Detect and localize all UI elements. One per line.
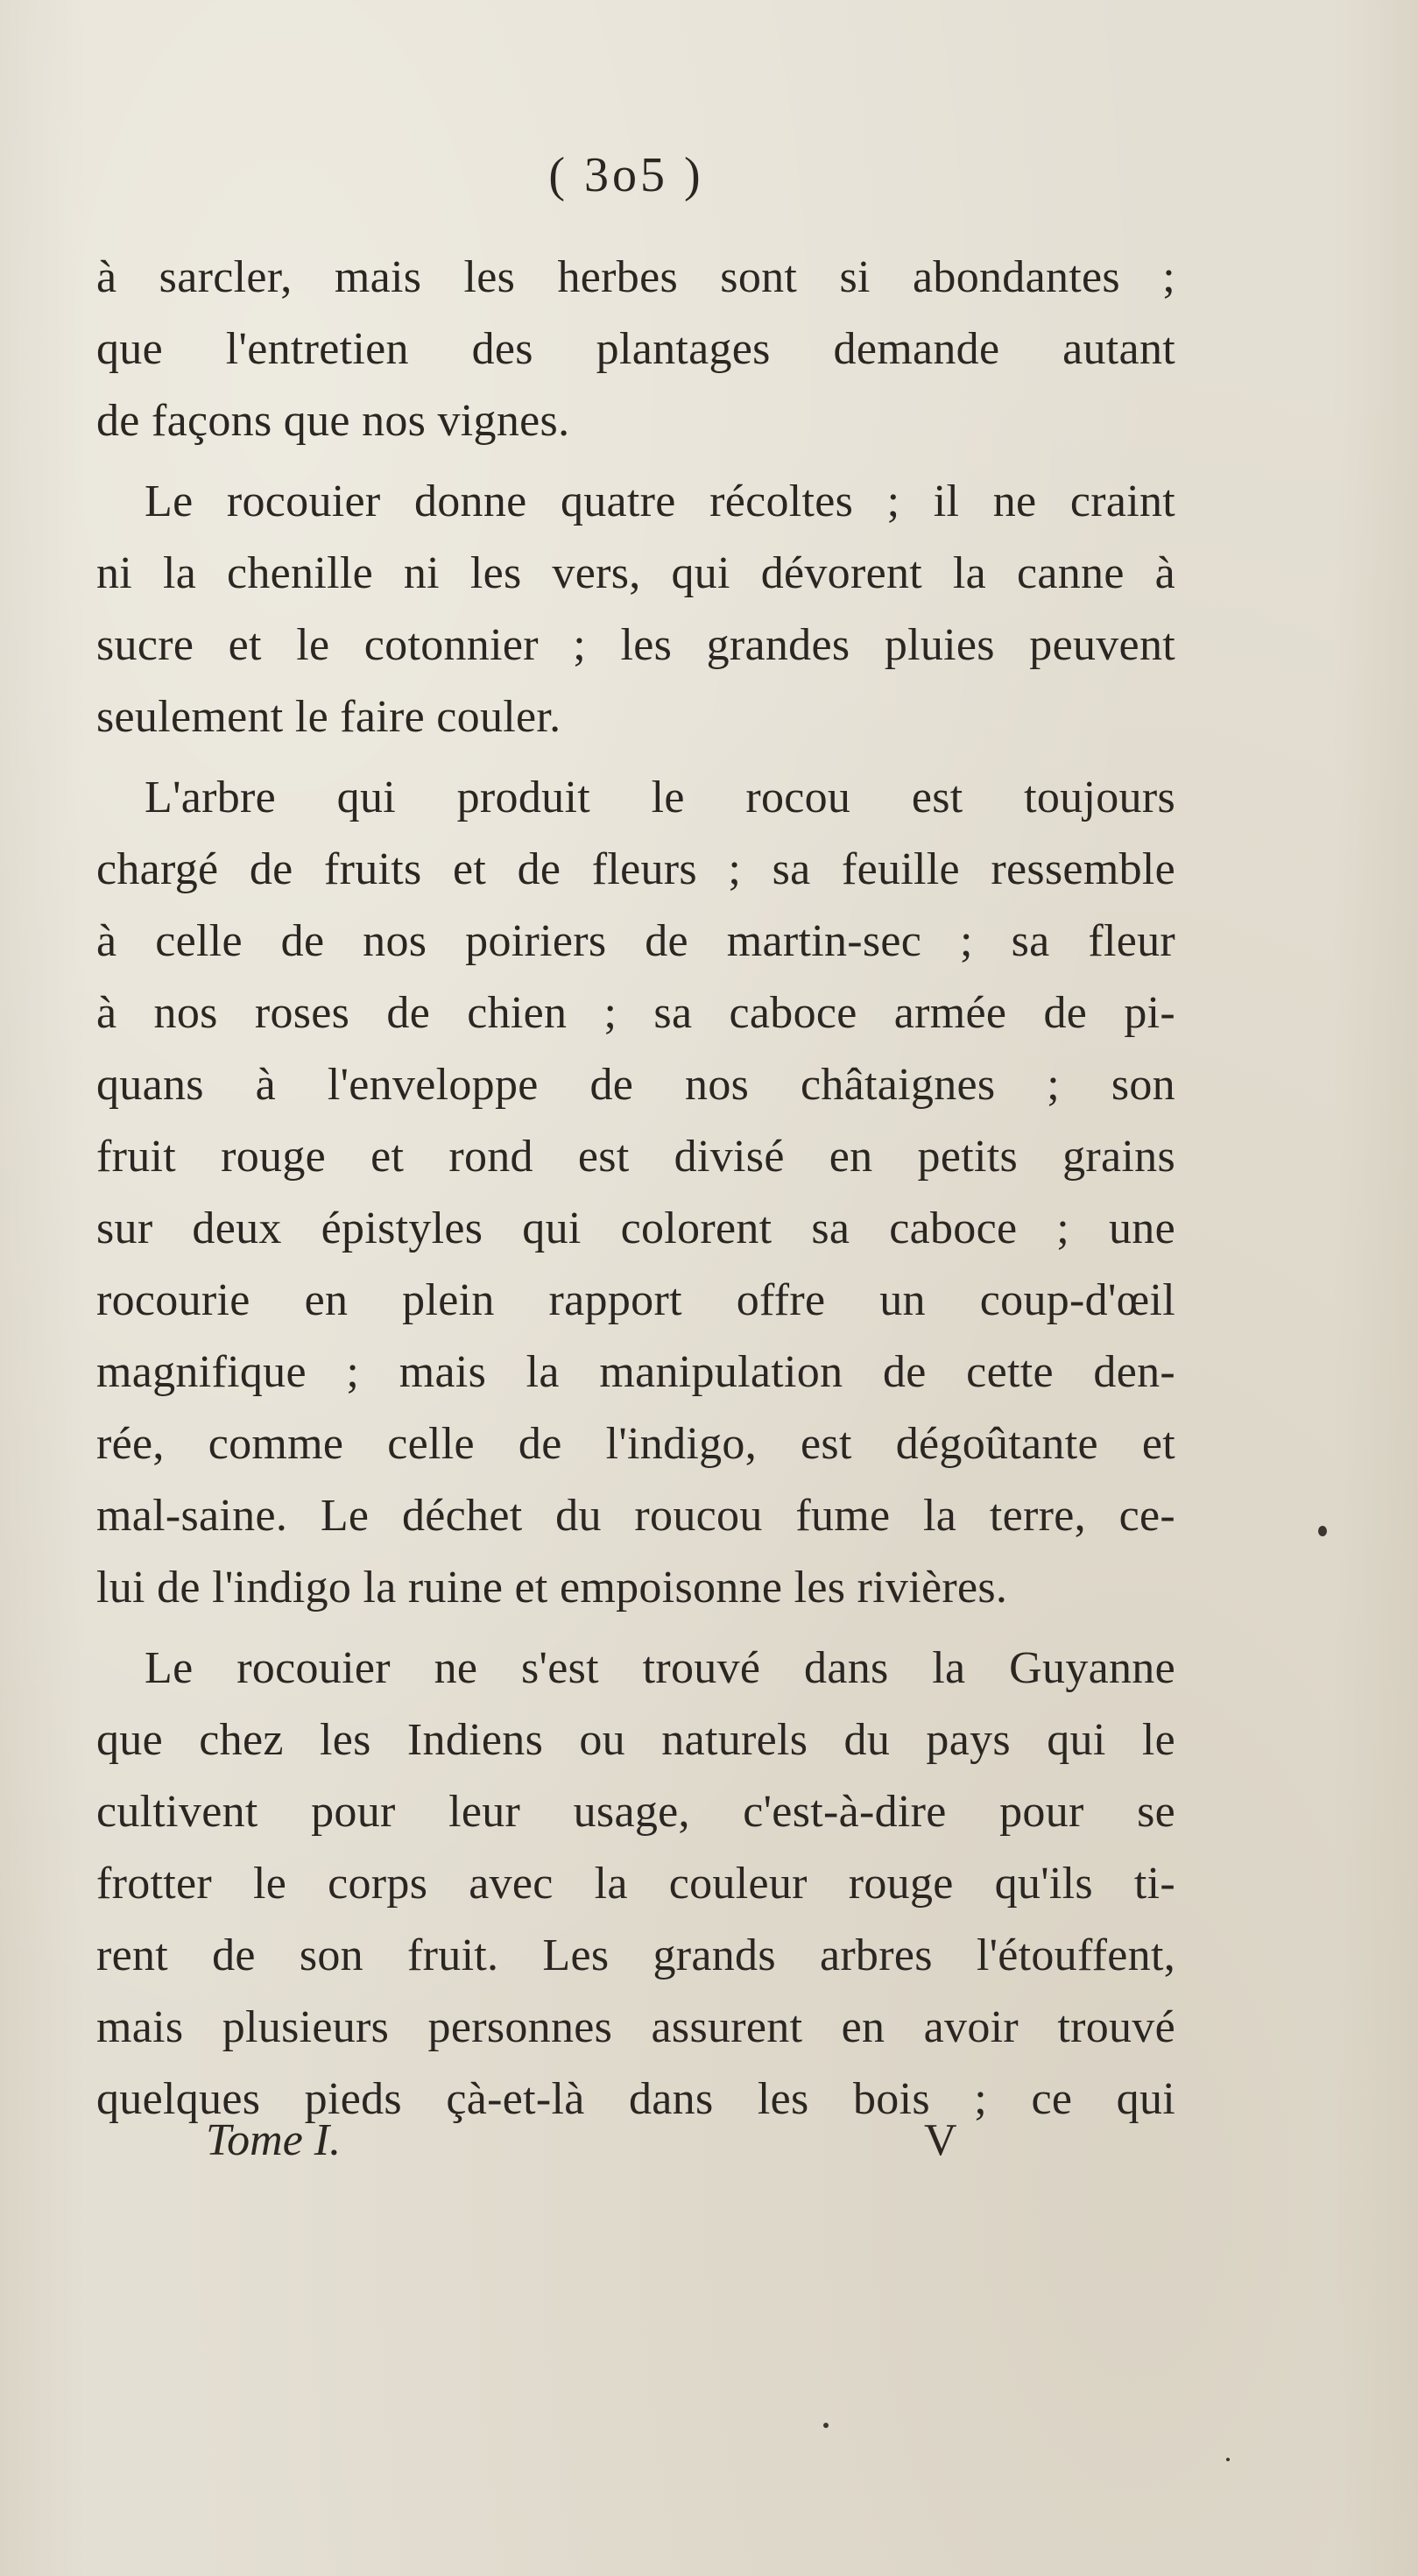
text-line: à nos roses de chien ; sa caboce armée de pi- — [96, 988, 1175, 1038]
text-line: rocourie en plein rapport offre un coup-d'œil — [96, 1275, 1175, 1325]
text-line: sur deux épistyles qui colorent sa caboce ; une — [96, 1203, 1175, 1253]
text-line: frotter le corps avec la couleur rouge qu'ils ti- — [96, 1859, 1175, 1909]
page-footer — [206, 2114, 994, 2184]
text-line: ni la chenille ni les vers, qui dévorent la canne à — [96, 548, 1175, 598]
text-line: quelques pieds çà-et-là dans les bois ; ce qui — [96, 2074, 1175, 2124]
text-line: fruit rouge et rond est divisé en petits grains — [96, 1132, 1175, 1182]
text-line: à celle de nos poiriers de martin-sec ; sa fleur — [96, 916, 1175, 966]
text-line: rent de son fruit. Les grands arbres l'étouffent, — [96, 1930, 1175, 1980]
page-number: ( 3o5 ) — [548, 148, 704, 202]
text-line: Le rocouier ne s'est trouvé dans la Guyanne — [145, 1643, 1175, 1693]
gathering-signature: V — [924, 2115, 957, 2165]
text-line: mais plusieurs personnes assurent en avoir trouvé — [96, 2002, 1175, 2052]
ink-speck — [823, 2423, 829, 2428]
text-line: L'arbre qui produit le rocou est toujours — [145, 773, 1175, 822]
text-line: seulement le faire couler. — [96, 692, 561, 742]
text-line: que l'entretien des plantages demande autant — [96, 324, 1175, 374]
ink-speck — [1226, 2458, 1230, 2461]
volume-label: Tome I. — [206, 2115, 342, 2165]
text-line: mal-saine. Le déchet du roucou fume la terre, ce- — [96, 1491, 1175, 1541]
text-line: rée, comme celle de l'indigo, est dégoûtante et — [96, 1419, 1175, 1469]
text-line: magnifique ; mais la manipulation de cette den- — [96, 1347, 1175, 1397]
text-line: à sarcler, mais les herbes sont si abondantes ; — [96, 252, 1175, 302]
text-line: sucre et le cotonnier ; les grandes pluies peuvent — [96, 620, 1175, 670]
text-line: quans à l'enveloppe de nos châtaignes ; son — [96, 1060, 1175, 1110]
text-line: de façons que nos vignes. — [96, 396, 570, 446]
text-line: cultivent pour leur usage, c'est-à-dire pour se — [96, 1787, 1175, 1837]
text-line: que chez les Indiens ou naturels du pays qui le — [96, 1715, 1175, 1765]
text-line: Le rocouier donne quatre récoltes ; il ne craint — [145, 476, 1175, 526]
body-text — [96, 242, 1175, 2135]
ink-speck — [1318, 1526, 1327, 1536]
text-line: lui de l'indigo la ruine et empoisonne les rivières. — [96, 1563, 1008, 1613]
text-line: chargé de fruits et de fleurs ; sa feuille ressemble — [96, 844, 1175, 894]
